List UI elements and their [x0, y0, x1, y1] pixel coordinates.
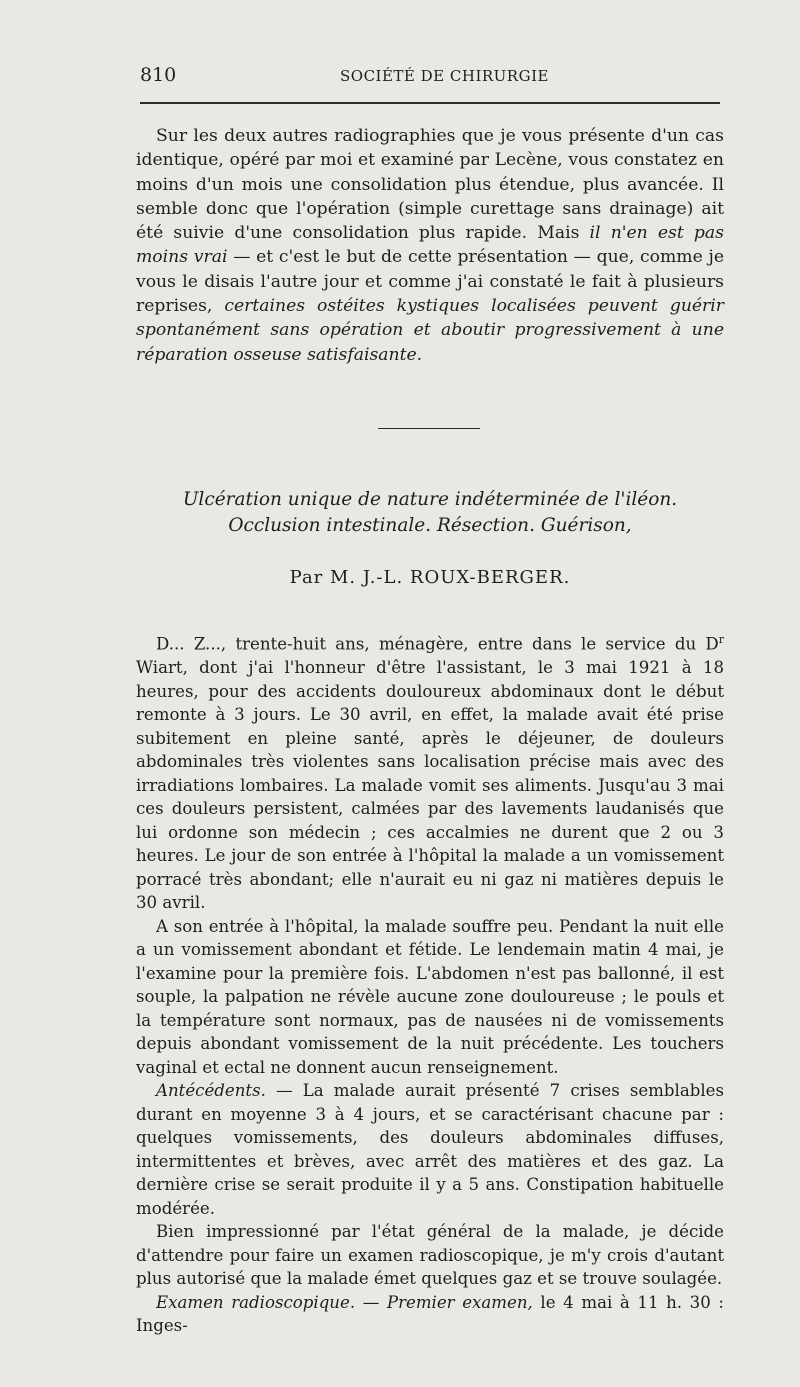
title-line-1: Ulcération unique de nature indéterminée de l'iléon. — [182, 489, 678, 510]
text-span: Wiart, dont j'ai l'honneur d'être l'assistant, le 3 mai 1921 à 18 heures, pour des accidents douloureux abdominaux dont le début remonte à 3 jours. Le 30 avril, en effet, la malade avait été prise subitement en pleine santé, après le déjeuner, de douleurs abdominales très violentes sans localisation précise mais avec des irradiations lombaires. La malade vomit ses aliments. Jusqu'au 3 mai ces douleurs persistent, calmées par des lavements laudanisés que lui ordonne son médecin ; ces accalmies ne durent que 2 ou 3 heures. Le jour de son entrée à l'hôpital la malade a un vomissement porracé très abondant; elle n'aurait eu ni gaz ni matières depuis le 30 avril. — [136, 658, 724, 913]
article-body — [136, 628, 724, 1338]
italic-span: certaines ostéites kystiques localisées peuvent guérir spontanément sans opération et aboutir progressivement à une réparation osseuse satisfaisante. — [136, 296, 724, 365]
text-span: le 4 mai à 11 h. 30 : Inges- — [136, 1292, 724, 1336]
text-span: — et c'est le but de cette présentation — que, comme je vous le disais l'autre jour et comme j'ai constaté le fait à plusieurs reprises, — [136, 247, 724, 317]
text-span: D... Z..., trente-huit ans, ménagère, entre dans le service du D — [156, 634, 719, 654]
paragraph-exam — [136, 1291, 724, 1338]
section-divider — [378, 428, 480, 429]
closing-paragraph-block — [136, 124, 724, 367]
article-title — [136, 487, 724, 538]
closing-paragraph — [136, 124, 724, 367]
paragraph-history — [136, 1079, 724, 1220]
page-number: 810 — [140, 64, 177, 86]
italic-label: Antécédents. — [156, 1081, 266, 1101]
superscript: r — [718, 633, 724, 646]
italic-span: il n'en est pas moins vrai — [136, 223, 724, 268]
header-rule — [140, 102, 720, 104]
text-span: Sur les deux autres radiographies que je vous présente d'un cas identique, opéré par moi et examiné par Lecène, vous constatez en moins d'un mois une consolidation plus étendue, plus avancée. Il semble donc que l'opération (simple curettage sans drainage) ait été suivie d'une consolidation plus rapide. Mais — [136, 126, 724, 244]
paragraph-case — [136, 628, 724, 915]
text-span: — La malade aurait présenté 7 crises semblables durant en moyenne 3 à 4 jours, et se caractérisant chacune par : quelques vomissements, des douleurs abdominales diffuses, intermittentes et brèves, avec arrêt des matières et des gaz. La dernière crise se serait produite il y a 5 ans. Constipation habituelle modérée. — [136, 1081, 724, 1218]
paragraph-admission: A son entrée à l'hôpital, la malade souffre peu. Pendant la nuit elle a un vomissement abondant et fétide. Le lendemain matin 4 mai, je l'examine pour la première fois. L'abdomen n'est pas ballonné, il est souple, la palpation ne révèle aucune zone douloureuse ; le pouls et la température sont normaux, pas de nausées ni de vomissements depuis abondant vomissement de la nuit précédente. Les touchers vaginal et ectal ne donnent aucun renseignement. — [136, 916, 724, 1077]
page-header — [140, 58, 725, 94]
running-head: SOCIÉTÉ DE CHIRURGIE — [340, 67, 549, 85]
paragraph-decision: Bien impressionné par l'état général de la malade, je décide d'attendre pour faire un examen radioscopique, je m'y crois d'autant plus autorisé que la malade émet quelques gaz et se trouve soulagée. — [136, 1222, 724, 1289]
italic-label: Examen radioscopique. — Premier examen, — [156, 1292, 533, 1312]
article-author: Par M. J.-L. ROUX-BERGER. — [289, 567, 571, 588]
title-line-2: Occlusion intestinale. Résection. Guérison, — [228, 514, 632, 536]
